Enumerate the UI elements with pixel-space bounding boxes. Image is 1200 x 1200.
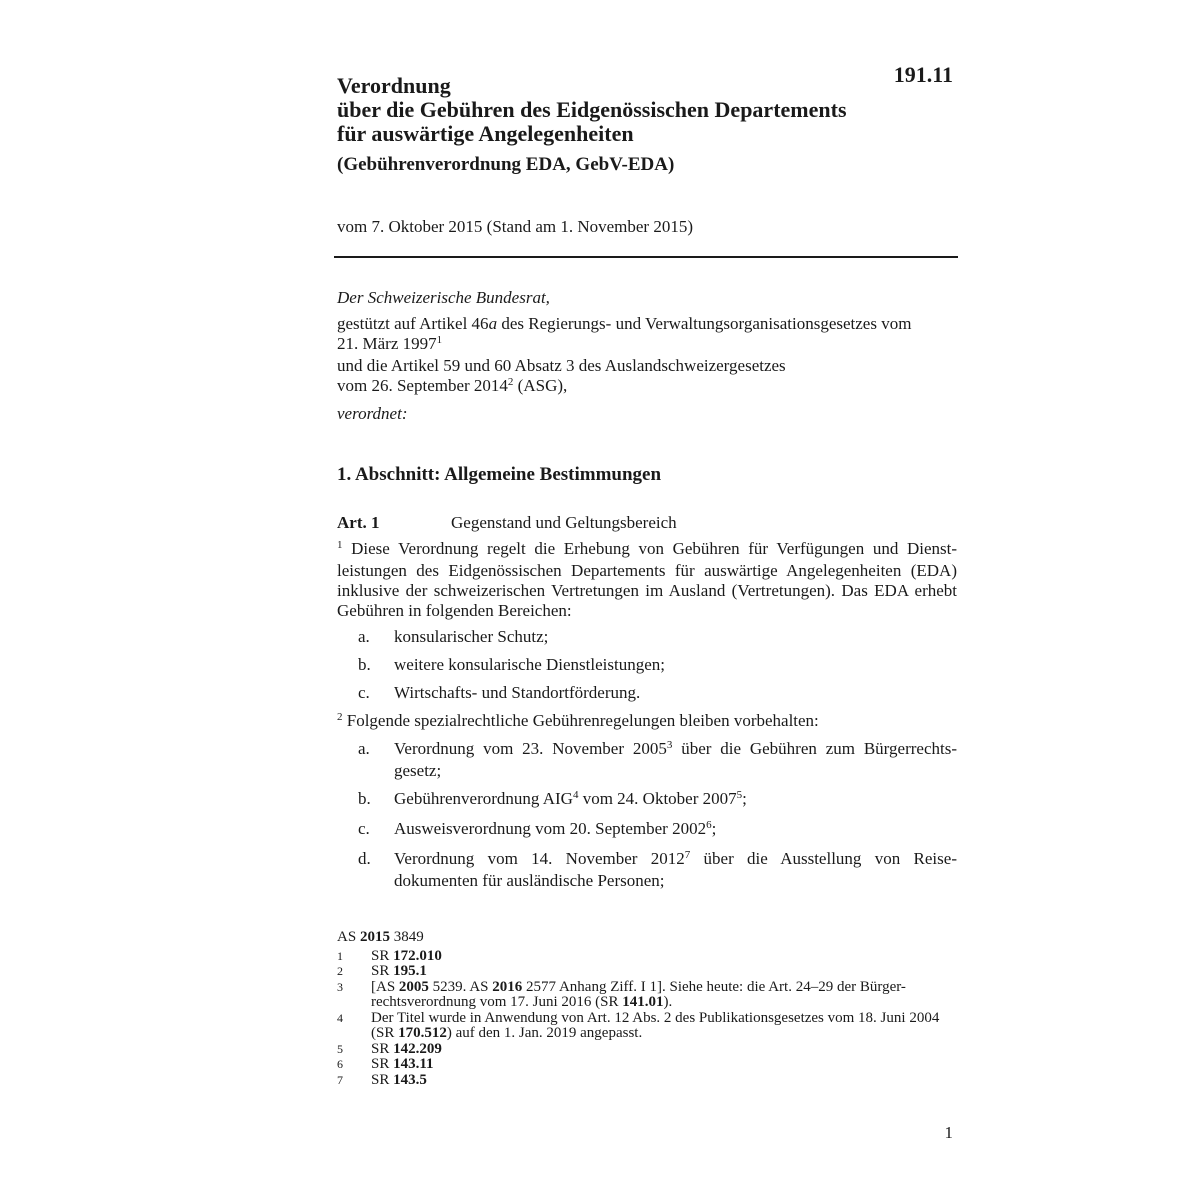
paragraph-text: Folgende spezialrechtliche Gebührenregelungen bleiben vorbehalten: bbox=[342, 711, 819, 730]
fn-ref: 143.11 bbox=[393, 1056, 434, 1072]
list-text-part: Verordnung vom 23. November 2005 bbox=[394, 739, 667, 758]
document-page bbox=[337, 0, 957, 1200]
list-letter: b. bbox=[358, 655, 371, 674]
preamble-basis-2: und die Artikel 59 und 60 Absatz 3 des Auslandschweizergesetzes bbox=[337, 356, 786, 375]
footnote-text bbox=[371, 1057, 957, 1073]
list-item bbox=[337, 627, 957, 647]
footnote-text bbox=[371, 949, 957, 965]
footnote-ref-2[interactable]: 2 bbox=[507, 376, 514, 388]
list-text: weitere konsularische Dienstleistungen; bbox=[394, 655, 665, 674]
basis2-date: vom 26. September 2014 bbox=[337, 376, 508, 395]
fn-part: 2005 bbox=[398, 978, 429, 995]
header-divider bbox=[334, 256, 958, 258]
footnote-number: 7 bbox=[337, 1072, 343, 1087]
list-item bbox=[337, 819, 957, 841]
footnote-text bbox=[371, 1073, 957, 1089]
footnote-4 bbox=[337, 1011, 957, 1042]
footnote-6 bbox=[337, 1057, 957, 1073]
footnote-ref-6[interactable]: 6 bbox=[706, 819, 712, 831]
list-text-part: Gebührenverordnung AIG bbox=[394, 789, 573, 808]
fn-prefix: SR bbox=[371, 1071, 394, 1088]
list-text: Wirtschafts- und Standortförderung. bbox=[394, 683, 641, 702]
list-item bbox=[337, 683, 957, 703]
list-letter: a. bbox=[358, 739, 370, 758]
footnote-2 bbox=[337, 964, 957, 980]
basis1-text: gestützt auf Artikel 46 bbox=[337, 314, 489, 333]
footnote-number: 4 bbox=[337, 1010, 343, 1025]
list-text-part: über die Gebühren zum Bürgerrechts-gesetz; bbox=[394, 739, 957, 780]
subtitle: (Gebührenverordnung EDA, GebV-EDA) bbox=[337, 154, 675, 175]
list-text bbox=[394, 739, 957, 781]
basis1-date: 21. März 1997 bbox=[337, 334, 437, 353]
footnote-ref-4[interactable]: 4 bbox=[572, 789, 579, 801]
fn-part: [AS bbox=[371, 978, 399, 995]
fn-part: 5239. AS bbox=[428, 978, 493, 995]
footnote-number: 6 bbox=[337, 1057, 343, 1071]
list-text-part: Verordnung vom 14. November 2012 bbox=[394, 849, 685, 868]
paragraph-text: Diese Verordnung regelt die Erhebung von Gebühren für Verfügungen und Dienst-leistungen des Eidgenössischen Departements für auswärtige Angelegenheiten (EDA) inklusive der schweizerischen Vertretungen im Ausland (Vertretungen). Das EDA erhebt Gebühren in folgenden Bereichen: bbox=[337, 539, 957, 620]
footnote-ref-7[interactable]: 7 bbox=[684, 849, 691, 861]
article-title: Gegenstand und Geltungsbereich bbox=[451, 513, 677, 532]
basis2-abbrev: (ASG), bbox=[513, 376, 568, 395]
fn-prefix: SR bbox=[371, 1056, 394, 1072]
footnote-ref-3[interactable]: 3 bbox=[666, 739, 673, 751]
preamble-basis-1 bbox=[337, 314, 957, 334]
fn-part: 2016 bbox=[492, 978, 523, 995]
fn-ref: 143.5 bbox=[393, 1071, 427, 1088]
list-item bbox=[337, 789, 957, 811]
list-text: konsularischer Schutz; bbox=[394, 627, 549, 646]
list-text-part: vom 24. Oktober 2007 bbox=[578, 789, 737, 808]
list-text bbox=[394, 789, 957, 811]
fn-part: 170.512 bbox=[398, 1025, 447, 1041]
list-text-part: Ausweisverordnung vom 20. September 2002 bbox=[394, 819, 707, 838]
preamble bbox=[337, 288, 957, 424]
footnote-1 bbox=[337, 949, 957, 965]
list-2 bbox=[337, 739, 957, 891]
footnote-text bbox=[371, 980, 957, 1011]
footnote-text bbox=[371, 1011, 957, 1042]
fn-ref: 142.209 bbox=[393, 1040, 442, 1057]
list-letter: c. bbox=[358, 819, 370, 838]
fn-prefix: SR bbox=[371, 947, 394, 964]
list-item bbox=[337, 739, 957, 781]
footnote-number: 3 bbox=[337, 979, 343, 994]
footnote-text bbox=[371, 1042, 957, 1058]
list-item bbox=[337, 655, 957, 675]
list-text-part: ; bbox=[742, 789, 747, 808]
fn-ref: 172.010 bbox=[393, 947, 442, 964]
sr-number: 191.11 bbox=[893, 62, 953, 87]
list-letter: a. bbox=[358, 627, 370, 646]
fn-part: ). bbox=[663, 994, 673, 1010]
list-text bbox=[394, 819, 957, 841]
paragraph-number: 2 bbox=[337, 711, 343, 723]
preamble-authority: Der Schweizerische Bundesrat, bbox=[337, 288, 550, 307]
fn-ref: 195.1 bbox=[393, 963, 427, 979]
as-page: 3849 bbox=[389, 929, 424, 945]
as-prefix: AS bbox=[337, 929, 360, 945]
article-header bbox=[337, 513, 957, 533]
footnote-5 bbox=[337, 1042, 957, 1058]
title-block bbox=[337, 74, 957, 177]
list-letter: c. bbox=[358, 683, 370, 702]
preamble-basis-2-line-2 bbox=[337, 376, 957, 398]
article-number: Art. 1 bbox=[337, 513, 380, 532]
article-1 bbox=[337, 513, 957, 899]
list-item bbox=[337, 849, 957, 891]
footnote-text bbox=[371, 964, 957, 980]
preamble-verb: verordnet: bbox=[337, 404, 408, 423]
as-year: 2015 bbox=[359, 929, 390, 945]
preamble-basis-1-line-2 bbox=[337, 334, 957, 356]
footnote-3 bbox=[337, 980, 957, 1011]
basis1-italic: a bbox=[488, 314, 498, 333]
issue-date: vom 7. Oktober 2015 (Stand am 1. November 2015) bbox=[337, 217, 693, 236]
list-text-part: ; bbox=[711, 819, 717, 838]
list-letter: d. bbox=[358, 849, 371, 868]
basis1-text-2: des Regierungs- und Verwaltungsorganisationsgesetzes vom bbox=[497, 314, 912, 333]
as-reference bbox=[337, 930, 957, 946]
section-heading: 1. Abschnitt: Allgemeine Bestimmungen bbox=[337, 464, 662, 485]
list-letter: b. bbox=[358, 789, 371, 808]
footnotes bbox=[337, 930, 957, 1088]
fn-prefix: SR bbox=[371, 963, 394, 979]
page-number: 1 bbox=[944, 1123, 953, 1142]
footnote-number: 2 bbox=[337, 964, 343, 978]
footnote-7 bbox=[337, 1073, 957, 1089]
footnote-number: 1 bbox=[337, 948, 343, 963]
list-text-part: über die Ausstellung von Reise-dokumenten für ausländische Personen; bbox=[394, 849, 957, 890]
fn-part: 2577 Anhang Ziff. I 1]. Siehe heute: die Art. 24–29 der Bürger-rechtsverordnung vom 17. Juni 2016 (SR bbox=[371, 978, 906, 1010]
paragraph-1 bbox=[337, 539, 957, 621]
footnote-ref-1[interactable]: 1 bbox=[436, 334, 443, 346]
footnote-number: 5 bbox=[337, 1041, 343, 1056]
fn-part: ) auf den 1. Jan. 2019 angepasst. bbox=[446, 1025, 643, 1041]
paragraph-2 bbox=[337, 711, 957, 733]
title-line-1: Verordnung bbox=[337, 73, 451, 98]
fn-part: Der Titel wurde in Anwendung von Art. 12 Abs. 2 des Publikationsgesetzes vom 18. Juni 2004 (SR bbox=[371, 1009, 940, 1041]
title-line-2: über die Gebühren des Eidgenössischen Departements bbox=[337, 97, 847, 122]
list-text bbox=[394, 849, 957, 891]
list-1 bbox=[337, 627, 957, 703]
paragraph-number: 1 bbox=[337, 539, 343, 551]
fn-part: 141.01 bbox=[622, 994, 664, 1010]
title-line-3: für auswärtige Angelegenheiten bbox=[337, 121, 634, 146]
fn-prefix: SR bbox=[371, 1040, 394, 1057]
footnote-ref-5[interactable]: 5 bbox=[736, 789, 743, 801]
